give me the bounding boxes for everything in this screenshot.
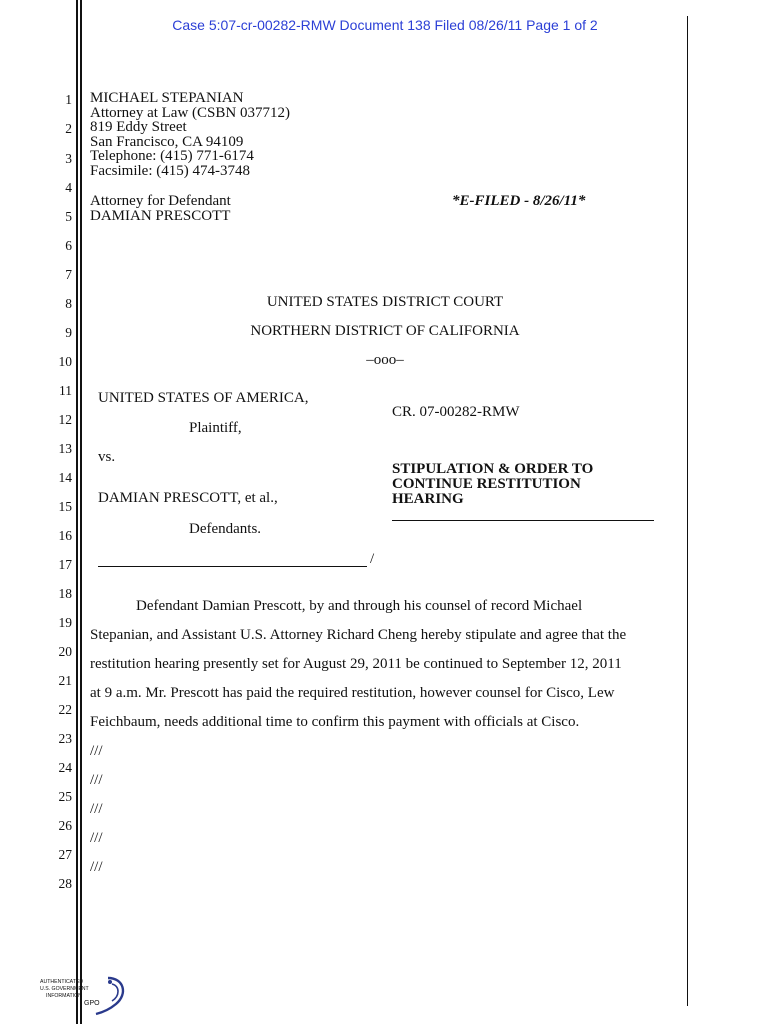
court-district: NORTHERN DISTRICT OF CALIFORNIA (250, 323, 520, 339)
line-number: 24 (58, 760, 72, 775)
body-line: Stepanian, and Assistant U.S. Attorney Richard Cheng hereby stipulate and agree that the (90, 627, 627, 643)
line-number: 9 (65, 325, 72, 340)
caption-slash: / (370, 551, 375, 567)
attorney-name: MICHAEL STEPANIAN (90, 90, 244, 106)
line-number: 19 (58, 615, 72, 630)
body-line: restitution hearing presently set for August 29, 2011 be continued to September 12, 2011 (90, 656, 622, 672)
line-number: 7 (65, 267, 72, 282)
case-number: CR. 07-00282-RMW (392, 404, 520, 420)
gpo-seal-icon (38, 974, 130, 1016)
line-number: 17 (58, 557, 72, 572)
attorney-block (90, 91, 290, 178)
line-number: 18 (58, 586, 72, 601)
body-line: Feichbaum, needs additional time to confirm this payment with officials at Cisco. (90, 714, 580, 730)
attorney-street: 819 Eddy Street (90, 119, 187, 135)
caption-defendant: DAMIAN PRESCOTT, et al., (98, 490, 278, 506)
gpo-seal-text: INFORMATION (46, 993, 82, 999)
case-header: Case 5:07-cr-00282-RMW Document 138 Filed 08/26/11 Page 1 of 2 (172, 17, 598, 33)
line-number: 21 (58, 673, 72, 688)
caption-vs: vs. (98, 449, 116, 465)
line-number: 27 (58, 847, 72, 862)
line-number: 25 (58, 789, 72, 804)
body-line: at 9 a.m. Mr. Prescott has paid the required restitution, however counsel for Cisco, Lew (90, 685, 615, 701)
attorney-for-label: Attorney for Defendant (90, 193, 231, 209)
line-number: 16 (58, 528, 72, 543)
line-number: 2 (65, 121, 72, 136)
attorney-telephone: Telephone: (415) 771-6174 (90, 148, 254, 164)
line-number: 3 (65, 151, 72, 166)
court-name: UNITED STATES DISTRICT COURT (266, 294, 504, 310)
gpo-seal-text: U.S. GOVERNMENT (40, 986, 89, 992)
gpo-seal-mark: GPO (84, 1000, 100, 1007)
attorney-city: San Francisco, CA 94109 (90, 133, 244, 150)
line-number: 4 (65, 180, 72, 195)
line-number: 13 (58, 441, 72, 456)
document-title (392, 462, 593, 507)
caption-plaintiff: UNITED STATES OF AMERICA, (98, 390, 309, 406)
caption-plaintiff-role: Plaintiff, (189, 420, 242, 436)
line-number: 11 (59, 383, 72, 398)
line-number: 28 (58, 876, 72, 891)
line-number: 22 (58, 702, 72, 717)
document-title-line: HEARING (392, 491, 464, 507)
body-line: Defendant Damian Prescott, by and through his counsel of record Michael (136, 598, 583, 614)
court-separator: –ooo– (366, 352, 404, 368)
continuation-slashes: /// (90, 830, 103, 846)
line-number: 6 (65, 238, 72, 253)
document-title-line: STIPULATION & ORDER TO (392, 461, 594, 477)
attorney-for-client: DAMIAN PRESCOTT (90, 207, 231, 224)
continuation-slashes: /// (90, 743, 103, 759)
gpo-seal-text: AUTHENTICATED (40, 979, 84, 985)
attorney-bar: Attorney at Law (CSBN 037712) (90, 104, 290, 121)
left-margin-rule-outer (76, 0, 78, 1024)
line-number: 12 (58, 412, 72, 427)
attorney-for-block (90, 194, 231, 223)
efiled-stamp: *E-FILED - 8/26/11* (452, 193, 586, 209)
line-number: 20 (58, 644, 72, 659)
caption-defendant-role: Defendants. (189, 521, 262, 537)
line-number: 1 (65, 92, 72, 107)
right-margin-rule (687, 16, 688, 1006)
line-number: 8 (65, 296, 72, 311)
line-number: 15 (58, 499, 72, 514)
gpo-authentication-seal (38, 974, 130, 1016)
continuation-slashes: /// (90, 801, 103, 817)
left-margin-rule-inner (80, 0, 82, 1024)
caption-underline (98, 566, 367, 567)
line-number: 5 (65, 209, 72, 224)
continuation-slashes: /// (90, 859, 103, 875)
gpo-seal-dot (108, 980, 112, 984)
attorney-facsimile: Facsimile: (415) 474-3748 (90, 162, 250, 179)
title-underline (392, 520, 654, 521)
line-number: 10 (58, 354, 72, 369)
gpo-seal-swoosh-inner (112, 984, 118, 1001)
document-title-line: CONTINUE RESTITUTION (392, 476, 581, 492)
line-number: 14 (58, 470, 72, 485)
line-number: 26 (58, 818, 72, 833)
line-number: 23 (58, 731, 72, 746)
continuation-slashes: /// (90, 772, 103, 788)
